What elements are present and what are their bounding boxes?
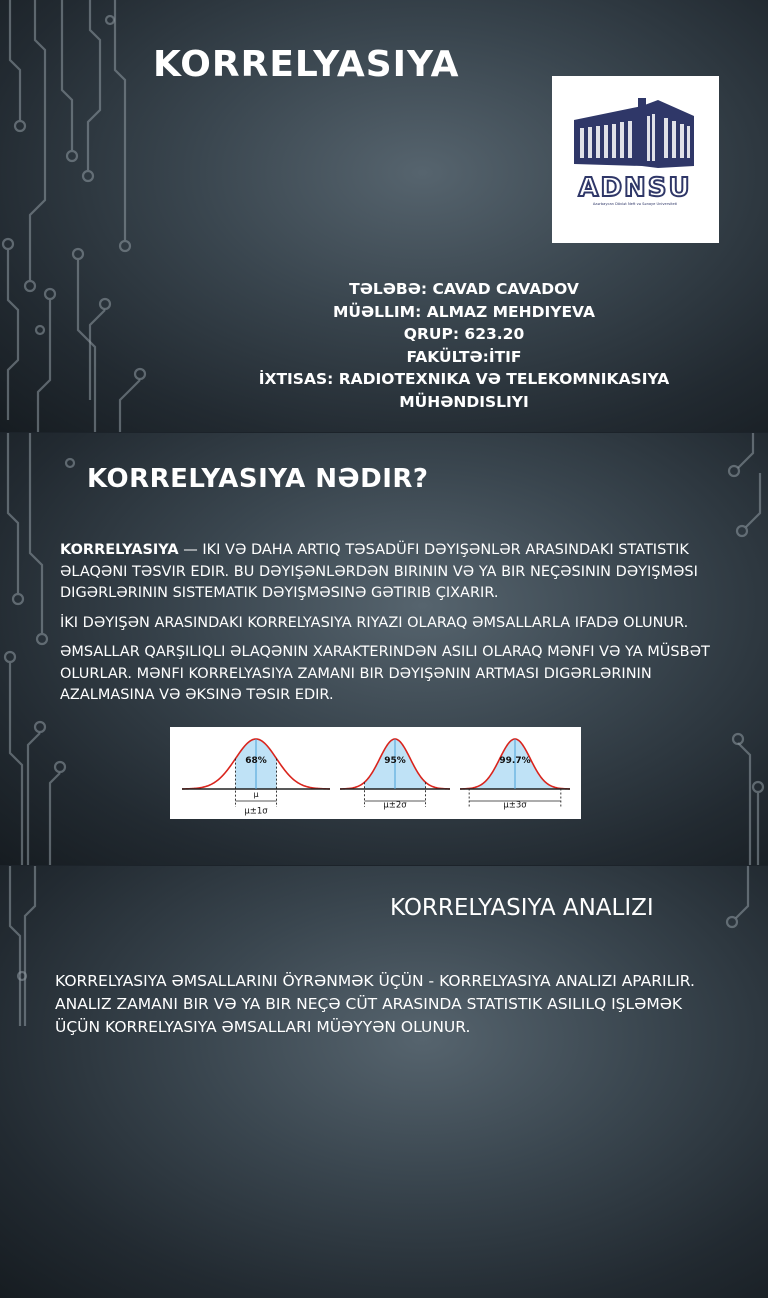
definition-text bbox=[60, 540, 730, 715]
circuit-decoration-left bbox=[0, 866, 70, 1298]
range-label: μ±3σ bbox=[503, 800, 527, 811]
faculty-line: FAKÜLTƏ:İTIF bbox=[406, 347, 522, 366]
group-line: QRUP: 623.20 bbox=[403, 325, 525, 343]
slide-title: KORRELYASIYA bbox=[153, 44, 460, 85]
definition-body: — IKI VƏ DAHA ARTIQ TƏSADÜFI DƏYIŞƏNLƏR ARASINDAKI STATISTIK ƏLAQƏNI TƏSVIR EDIR. BU DƏYIŞƏNLƏRDƏN BIRININ VƏ YA BIR NEÇƏSININ DƏYIŞMƏSI DIGƏRLƏRININ SISTEMATIK DƏYIŞMƏSINƏ GƏTIRIB ÇIXARIR. bbox=[60, 542, 698, 601]
definition-paragraph bbox=[60, 540, 730, 605]
analysis-slide bbox=[0, 866, 768, 1298]
percent-label: 99.7% bbox=[499, 756, 531, 766]
range-label: μ±1σ bbox=[244, 806, 268, 817]
section-title: KORRELYASIYA ANALIZI bbox=[390, 895, 654, 921]
circuit-decoration-right bbox=[708, 866, 768, 1298]
teacher-line: MÜƏLLIM: ALMAZ MEHDIYEVA bbox=[332, 302, 595, 321]
building-logo-icon bbox=[552, 76, 719, 243]
analysis-line: ÜÇÜN KORRELYASIYA ƏMSALLARI MÜƏYYƏN OLUNUR. bbox=[55, 1018, 471, 1036]
logo-wordmark: ADNSU bbox=[578, 173, 692, 203]
title-slide bbox=[0, 0, 768, 432]
section-title: KORRELYASIYA NƏDIR? bbox=[87, 464, 429, 494]
bell-curves-chart bbox=[170, 727, 581, 819]
percent-label: 68% bbox=[245, 756, 267, 766]
normal-distribution-figure bbox=[170, 727, 581, 819]
analysis-line: KORRELYASIYA ƏMSALLARINI ÖYRƏNMƏK ÜÇÜN - KORRELYASIYA ANALIZI APARILIR. bbox=[55, 972, 695, 990]
specialty-line: İXTISAS: RADIOTEXNIKA VƏ TELEKOMNIKASIYA MÜHƏNDISLIYI bbox=[258, 370, 670, 411]
mu-label: μ bbox=[253, 790, 259, 799]
university-logo bbox=[552, 76, 719, 243]
logo-subtext: Azərbaycan Dövlət Neft və Sənaye Universiteti bbox=[592, 202, 678, 206]
analysis-text bbox=[55, 970, 745, 1039]
sign-paragraph: ƏMSALLAR QARŞILIQLI ƏLAQƏNIN XARAKTERINDƏN ASILI OLARAQ MƏNFI VƏ YA MÜSBƏT OLURLAR. MƏNFI KORRELYASIYA ZAMANI BIR DƏYIŞƏNIN ARTMASI DIGƏRLƏRININ AZALMASINA VƏ ƏKSINƏ TƏSIR EDIR. bbox=[60, 644, 710, 703]
coefficient-paragraph: İKI DƏYIŞƏN ARASINDAKI KORRELYASIYA RIYAZI OLARAQ ƏMSALLARLA IFADƏ OLUNUR. bbox=[60, 614, 689, 631]
student-line: TƏLƏBƏ: CAVAD CAVADOV bbox=[349, 280, 579, 298]
student-info bbox=[246, 278, 682, 413]
circuit-decoration-left bbox=[0, 0, 160, 432]
range-label: μ±2σ bbox=[383, 800, 407, 811]
percent-label: 95% bbox=[384, 756, 406, 766]
analysis-line: ANALIZ ZAMANI BIR VƏ YA BIR NEÇƏ CÜT ARASINDA STATISTIK ASILILQ IŞLƏMƏK bbox=[55, 995, 683, 1013]
definition-term: KORRELYASIYA bbox=[60, 542, 179, 558]
